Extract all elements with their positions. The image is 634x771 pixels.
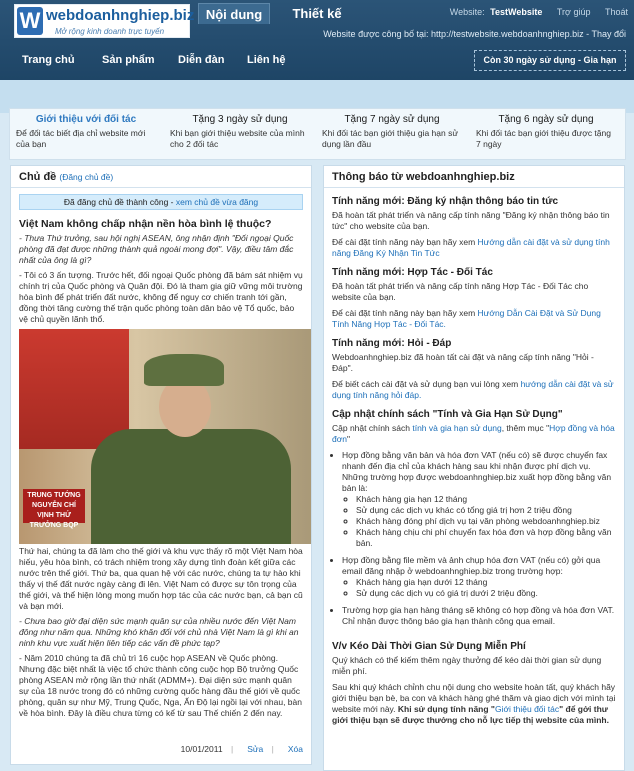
site-logo[interactable]: [14, 4, 195, 38]
promo-title[interactable]: Giới thiệu với đối tác: [35, 114, 137, 125]
promo-item-3: [322, 114, 462, 150]
list-item-text: Hợp đồng bằng văn bản và hóa đơn VAT (nếu có) sẽ được chuyển fax nhanh đến địa chỉ của khách hàng sau khi nhận được phí dịch vụ. Những trường hợp được webdoanhnghiep.biz xuất hợp đồng bằng văn bản là:: [342, 450, 612, 493]
promo-title: Tặng 6 ngày sử dụng: [498, 114, 594, 125]
announcement-bold: Khi sử dụng tính năng ": [397, 704, 495, 714]
promo-desc: Khi đối tác bạn giới thiệu gia hạn sử dụng lần đầu: [322, 128, 459, 149]
sub-list-item: ◦ Sử dụng các dịch vụ khác có tổng giá trị hơn 2 triệu đồng: [356, 505, 616, 516]
announcement-text: ": [347, 434, 351, 444]
nav-trang-chu[interactable]: Trang chủ: [22, 54, 75, 66]
announcement-policy: [332, 409, 616, 445]
announcement-text: Webdoanhnghiep.biz đã hoàn tất cài đặt và nâng cấp tính năng "Hỏi - Đáp".: [332, 352, 594, 373]
help-link[interactable]: Trợ giúp: [556, 7, 591, 17]
article-paragraph: Thứ hai, chúng ta đã làm cho thế giới và khu vực thấy rõ một Việt Nam hòa hiếu, yêu hòa bình, có trách nhiệm trong xây dựng tình đoàn kết giữa các nước trên thế giới. Thứ ba, qua quan hệ với các nước, chúng ta tự hào khi thấy vị thế đất nước ngày càng đi lên. Việt Nam có được sự tôn trọng của thế giới, và thể hiện lòng mong muốn hợp tác của các nước bạn, cả bạn cũ và bạn mới.: [19, 546, 303, 611]
sub-list-item: ◦ Khách hàng đóng phí dịch vụ tại văn phòng webdoanhnghiep.biz: [356, 516, 616, 527]
announcement-partner: [332, 267, 616, 330]
success-notice: [19, 194, 303, 210]
website-label: Website:: [449, 7, 485, 17]
promo-item-1[interactable]: [16, 114, 156, 150]
article-paragraph: - Năm 2010 chúng ta đã chủ trì 16 cuộc họp ASEAN về Quốc phòng. Nhưng đặc biệt nhất là việc tổ chức thành công cuộc họp Bộ trưởng Quốc phòng ASEAN mở rộng lần thứ nhất (ADMM+). Đại diện sức mạnh quân sự của 18 nước trong đó có những cường quốc hàng đầu thế giới về quốc phòng, quân sự như Mỹ, Trung Quốc, Nga, Ấn Độ lại ngồi lại với nhau, bàn về hòa bình. Đây là điều chưa từng có kể từ sau Thế chiến 2 đến nay.: [19, 653, 302, 718]
announcement-qa: [332, 338, 616, 401]
panel-header: Thông báo từ webdoanhnghiep.biz: [324, 166, 624, 188]
contract-link[interactable]: Hợp đồng và hóa đơn: [332, 423, 615, 444]
website-name-link[interactable]: TestWebsite: [490, 7, 543, 17]
article-paragraph: - Chưa bao giờ đại diện sức mạnh quân sự của nhiều nước đến Việt Nam đông như năm qua. Những khó khăn đối với chủ nhà Việt Nam là gì khi an ninh khu vực xuất hiện liên tiếp các vấn đề phức tạp?: [19, 616, 299, 648]
announcement-bold: " để gởi thư giới thiệu bạn sẽ được thưởng cho nỗ lực tiếp thị website của mình.: [332, 704, 609, 725]
notice-text: Đã đăng chủ đề thành công -: [63, 197, 176, 207]
logo-mark: W: [17, 7, 43, 35]
trial-days-badge[interactable]: Còn 30 ngày sử dụng - Gia hạn: [474, 50, 626, 71]
policy-link[interactable]: tính và gia hạn sử dụng: [412, 423, 502, 433]
nav-dien-dan[interactable]: Diễn đàn: [178, 54, 225, 66]
officer-face: [159, 377, 211, 437]
announcement-text: Để cài đặt tính năng này bạn hãy xem: [332, 237, 478, 247]
announcement-text: Đã hoàn tất phát triển và nâng cấp tính năng "Đăng ký nhận thông báo tin tức" cho website của bạn.: [332, 210, 610, 231]
announcement-title: Tính năng mới: Đăng ký nhận thông báo tin tức: [332, 196, 559, 207]
policy-list: [342, 450, 616, 627]
announcement-text: Sau khi quý khách chỉnh chu nội dung cho website hoàn tất, quý khách hãy giới thiệu bạn bè, ba con và khách hàng ghé thăm và giao dịch với mình tại website mới này.: [332, 682, 616, 714]
officer-uniform: [91, 429, 291, 544]
announcement-text: Quý khách có thể kiếm thêm ngày thưởng để kéo dài thời gian sử dụng miễn phí.: [332, 655, 602, 676]
sub-list-item: ◦ Khách hàng gia hạn dưới 12 tháng: [356, 577, 616, 588]
promo-desc: Để đối tác biết địa chỉ website mới của bạn: [16, 128, 146, 149]
delete-link[interactable]: Xóa: [287, 744, 303, 754]
promo-title: Tặng 7 ngày sử dụng: [344, 114, 440, 125]
sub-list-item: ◦ Sử dụng các dịch vụ có giá trị dưới 2 triệu đồng.: [356, 588, 616, 599]
panel-title: Chủ đề: [19, 171, 57, 183]
announcement-title: Tính năng mới: Hỏi - Đáp: [332, 338, 452, 349]
panel-header: Chủ đề (Đăng chủ đề): [11, 166, 311, 188]
top-header: [0, 0, 634, 80]
announcement-text: Đã hoàn tất phát triển và nâng cấp tính năng Hợp Tác - Đối Tác cho website của bạn.: [332, 281, 589, 302]
list-item: [342, 555, 616, 599]
nameplate: TRUNG TƯỚNG NGUYỄN CHÍ VỊNH THỨ TRƯỞNG BQP: [23, 489, 85, 523]
article-title[interactable]: Việt Nam không chấp nhận nền hòa bình lệ thuộc?: [19, 218, 272, 230]
tab-thiet-ke[interactable]: Thiết kế: [292, 6, 342, 21]
announcements-panel: [323, 165, 625, 771]
article-paragraph: - Tôi có 3 ấn tượng. Trước hết, đối ngoại Quốc phòng đã bám sát nhiệm vụ chính trị của Quốc phòng và Quân đội. Đó là tham gia giữ vững môi trường hòa bình để phát triển đất nước, không để nguy cơ chiến tranh tới gần, đồng thời tăng cường thế trận quốc phòng toàn dân bảo vệ Tổ quốc, bảo vệ chủ quyền lãnh thổ.: [19, 270, 303, 324]
sub-list-item: ◦ Khách hàng chịu chi phí chuyển fax hóa đơn và hợp đồng bằng văn bản.: [356, 527, 616, 549]
promo-desc: Khi đối tác bạn giới thiệu được tặng 7 ngày: [476, 128, 611, 149]
announcement-text: Để biết cách cài đặt và sử dụng bạn vui lòng xem: [332, 379, 521, 389]
logout-link[interactable]: Thoát: [604, 7, 628, 17]
topics-panel: [10, 165, 312, 765]
guide-link[interactable]: Hướng Dẫn Cài Đặt và Sử Dụng Tính Năng Hợp Tác - Đối Tác.: [332, 308, 601, 329]
list-item: [342, 450, 616, 549]
flag-backdrop: [19, 329, 129, 449]
announcement-text: Để cài đặt tính năng này bạn hãy xem: [332, 308, 478, 318]
list-item-text: Hợp đồng bằng file mềm và ảnh chụp hóa đơn VAT (nếu có) gởi qua email đăng nhập ở webdoanhnghiep.biz trong trường hợp:: [342, 555, 601, 576]
announcement-title: Cập nhật chính sách "Tính và Gia Hạn Sử Dụng": [332, 409, 563, 420]
post-topic-link[interactable]: Đăng chủ đề: [62, 172, 111, 182]
announcement-title: V/v Kéo Dài Thời Gian Sử Dụng Miễn Phí: [332, 641, 526, 652]
promo-item-2: [170, 114, 310, 150]
article-photo: [19, 329, 311, 544]
announcement-text: Cập nhật chính sách: [332, 423, 413, 433]
promo-item-4: [476, 114, 616, 150]
announcement-text: , thêm mục ": [501, 423, 550, 433]
promo-desc: Khi bạn giới thiệu website của mình cho 2 đối tác: [170, 128, 305, 149]
referral-promo-bar: [9, 108, 626, 160]
guide-link[interactable]: hướng dẫn cài đặt và sử dụng tính năng hỏi đáp.: [332, 379, 614, 400]
logo-site-name: webdoanhnghiep.biz: [46, 7, 195, 24]
logo-tagline: Mở rộng kinh doanh trực tuyến: [55, 27, 165, 36]
published-url-text[interactable]: Website được công bố tại: http://testwebsite.webdoanhnghiep.biz - Thay đổi: [323, 29, 626, 39]
officer-cap: [144, 354, 224, 386]
nav-san-pham[interactable]: Sản phẩm: [102, 54, 155, 66]
list-item: • Trường hợp gia hạn hàng tháng sẽ không có hợp đồng và hóa đơn VAT. Chỉ nhận được thông báo gia hạn thành công qua email.: [342, 605, 616, 627]
promo-title: Tặng 3 ngày sử dụng: [192, 114, 288, 125]
refer-partner-link[interactable]: Giới thiệu đối tác: [494, 704, 560, 714]
sub-list-item: ◦ Khách hàng gia hạn 12 tháng: [356, 494, 616, 505]
view-topic-link[interactable]: xem chủ đề vừa đăng: [175, 197, 259, 207]
top-links: [450, 7, 628, 17]
article-date: 10/01/2011: [180, 744, 223, 754]
announcement-title: Tính năng mới: Hợp Tác - Đối Tác: [332, 267, 493, 278]
article-footer: 10/01/2011 | Sửa | Xóa: [180, 744, 303, 754]
guide-link[interactable]: Hướng dẫn cài đặt và sử dụng tính năng Đăng Ký Nhận Tin Tức: [332, 237, 610, 258]
announcement-news-subscribe: [332, 196, 616, 259]
article-paragraph: - Thưa Thứ trưởng, sau hội nghị ASEAN, ông nhận định "Đối ngoại Quốc phòng đã đạt được những thành quả ngoài mong đợi". Vậy, điều tâm đắc nhất của ông là gì?: [19, 233, 294, 265]
announcement-free-extension: [332, 641, 616, 726]
nav-lien-he[interactable]: Liên hệ: [247, 54, 286, 66]
edit-link[interactable]: Sửa: [247, 744, 264, 754]
tab-noi-dung[interactable]: Nội dung: [198, 3, 270, 24]
